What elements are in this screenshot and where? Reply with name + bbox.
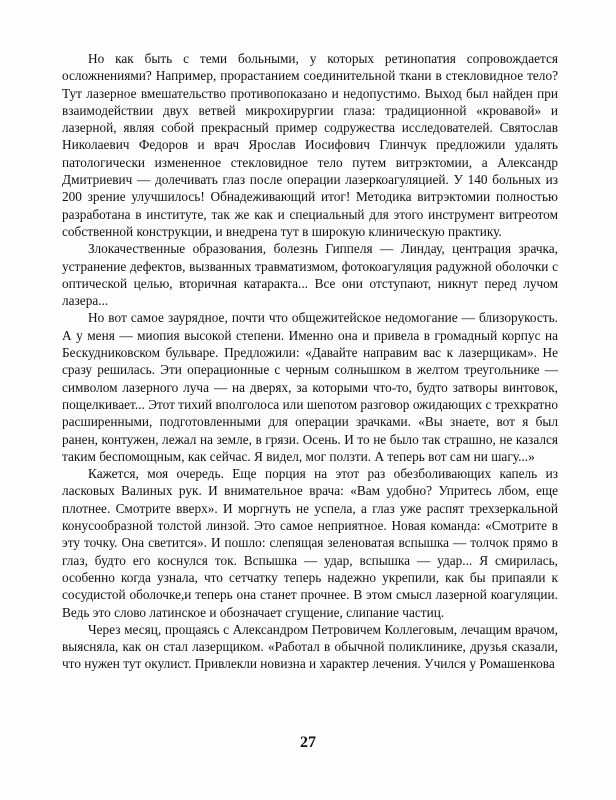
body-text (62, 50, 558, 673)
page-number: 27 (300, 734, 316, 751)
paragraph: Но вот самое заурядное, почти что общежитейское недомогание — близорукость. А у меня — миопия высокой степени. Именно она и привела в громадный корпус на Бескудниковском бульваре. Предложили: «Давайте направим вас к лазерщикам». Не сразу решилась. Эти операционные с черным солнышком в желтом треугольнике — символом лазерного луча — на дверях, за которыми что-то, будто затворы винтовок, пощелкивает... Этот тихий вполголоса или шепотом разговор ожидающих с трехкратно расширенными, подготовленными для операции зрачками. «Вы знаете, вот я был ранен, контужен, лежал на земле, в грязи. Осень. И то не было так страшно, не казался таким беспомощным, как сейчас. Я видел, мог ползти. А теперь вот сам ни шагу...» (62, 310, 558, 464)
paragraph: Кажется, моя очередь. Еще порция на этот раз обезболивающих капель из ласковых Валиных рук. И внимательное врача: «Вам удобно? Упритесь лбом, еще плотнее. Смотрите вверх». И моргнуть не успела, а глаз уже распят трехзеркальной конусообразной толстой линзой. Это самое неприятное. Новая команда: «Смотрите в эту точку. Она светится». И пошло: слепящая зеленоватая вспышка — толчок прямо в глаз, будто его коснулся ток. Вспышка — удар, вспышка — удар... Я смирилась, особенно когда узнала, что сетчатку теперь надежно укрепили, как бы припаяли к сосудистой оболочке,и теперь она станет прочнее. В этом смысл лазерной коагуляции. Ведь это слово латинское и обозначает сгущение, слипание частиц. (62, 466, 558, 620)
paragraph: Но как быть с теми больными, у которых ретинопатия сопровождается осложнениями? Например, прорастанием соединительной ткани в стекловидное тело? Тут лазерное вмешательство противопоказано и недопустимо. Выход был найден при взаимодействии двух ветвей микрохирургии глаза: традиционной «кровавой» и лазерной, являя собой прекрасный пример содружества исследователей. Святослав Николаевич Федоров и врач Ярослав Иосифович Глинчук предложили удалять патологически измененное стекловидное тело путем витрэктомии, а Александр Дмитриевич — долечивать глаз после операции лазеркоагуляцией. У 140 больных из 200 зрение улучшилось! Обнадеживающий итог! Методика витрэктомии полностью разработана в институте, так же как и специальный для этого инструмент витреотом собственной конструкции, и внедрена тут в широкую клиническую практику. (62, 51, 558, 239)
paragraph: Через месяц, прощаясь с Александром Петровичем Коллеговым, лечащим врачом, выясняла, как он стал лазерщиком. «Работал в обычной поликлинике, друзья сказали, что нужен тут окулист. Привлекли новизна и характер лечения. Учился у Ромашенкова (62, 621, 558, 672)
paragraph: Злокачественные образования, болезнь Гиппеля — Линдау, центрация зрачка, устранение дефектов, вызванных травматизмом, фотокоагуляция радужной оболочки с оптической целью, вторичная катаракта... Все они отступают, никнут перед лучом лазера... (62, 241, 558, 309)
